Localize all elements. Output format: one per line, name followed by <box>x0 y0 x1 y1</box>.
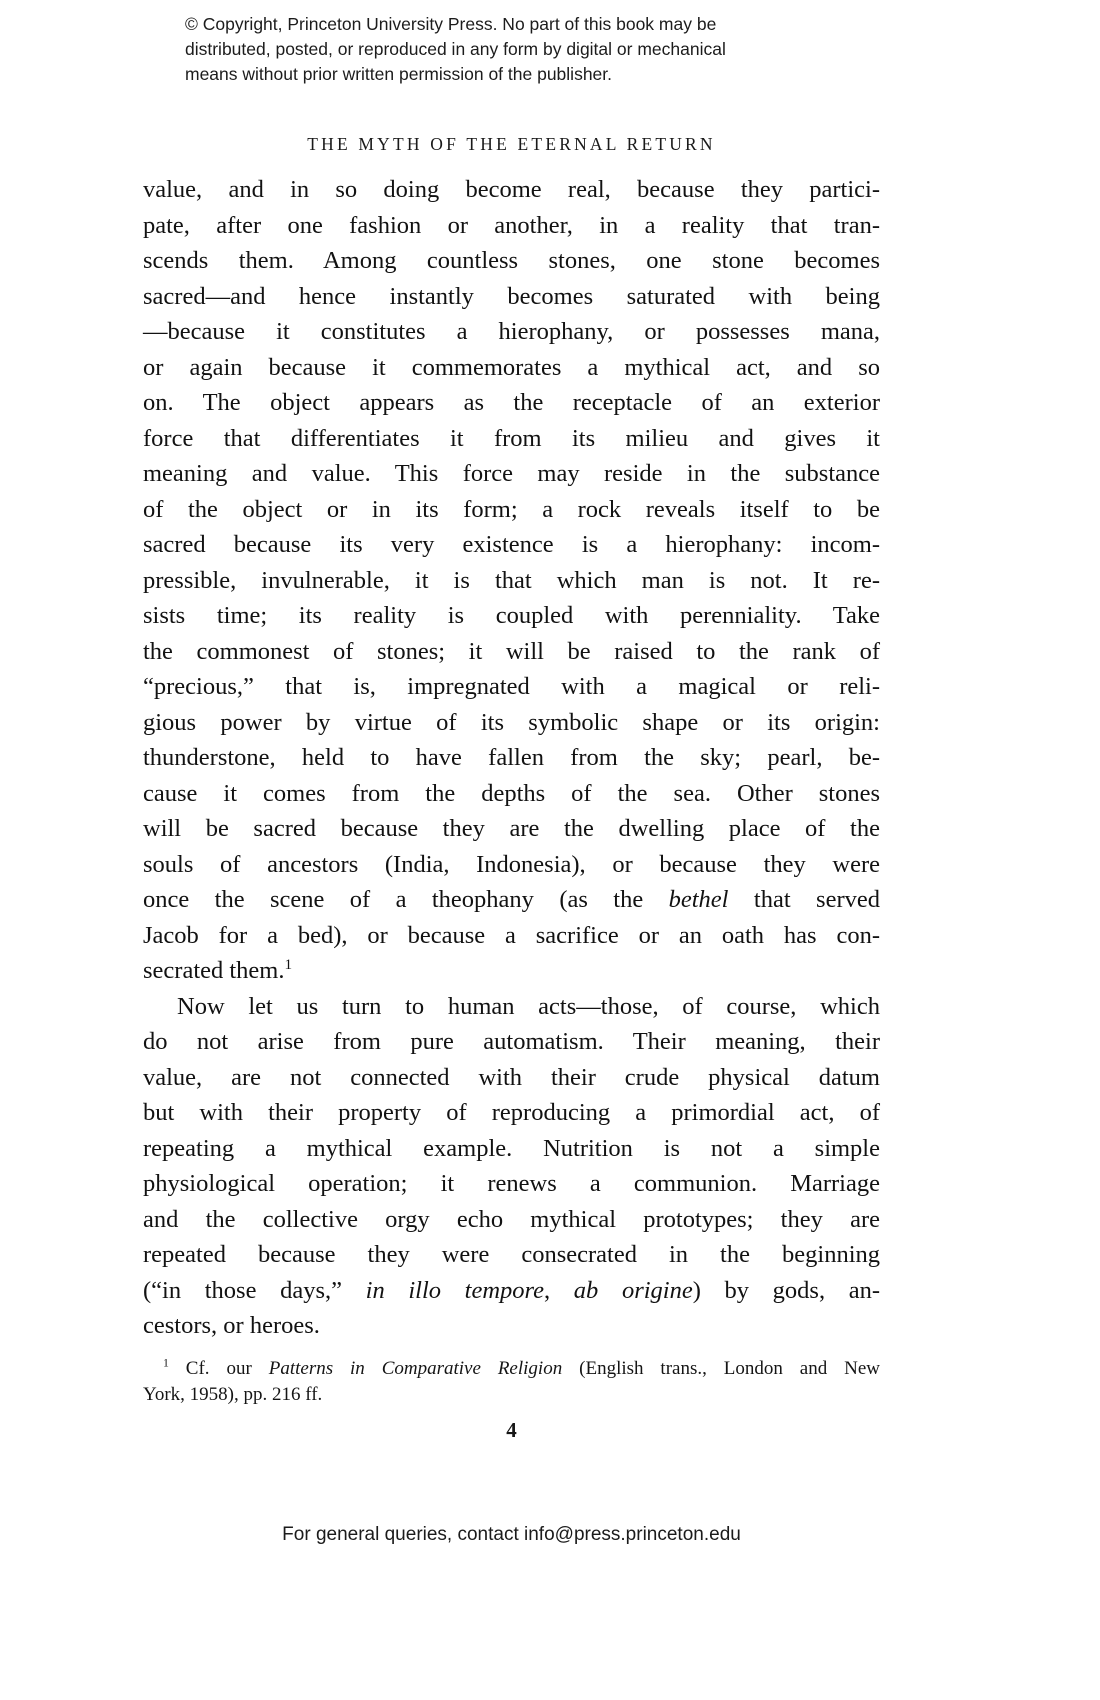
text-segment: thunderstone, held to have fallen from the sky; pearl, be- <box>143 744 880 771</box>
text-line <box>143 1166 880 1202</box>
text-line <box>143 953 880 989</box>
copyright-line: means without prior written permission of the publisher. <box>185 64 613 84</box>
text-line <box>143 669 880 705</box>
text-segment: the commonest of stones; it will be raised to the rank of <box>143 637 880 665</box>
text-segment: on. The object appears as the receptacle of an exterior <box>143 389 880 416</box>
text-line <box>143 1202 880 1238</box>
text-segment: (“in those days,” <box>143 1276 366 1304</box>
text-segment: or again because it commemorates a mythical act, and so <box>143 353 880 381</box>
text-line <box>143 634 880 670</box>
text-line <box>143 1024 880 1060</box>
text-line <box>143 598 880 634</box>
body-text <box>143 172 880 1344</box>
text-line <box>143 350 880 386</box>
text-segment: that served <box>728 886 880 913</box>
text-segment: sists time; its reality is coupled with perenniality. Take <box>143 602 880 629</box>
paragraph <box>143 172 880 989</box>
text-segment: once the scene of a theophany (as the <box>143 886 669 913</box>
text-line <box>143 1095 880 1131</box>
text-line <box>143 705 880 741</box>
text-line <box>143 847 880 883</box>
text-segment: Cf. our <box>168 1358 269 1379</box>
text-segment: pate, after one fashion or another, in a reality that tran- <box>143 211 880 239</box>
text-segment: sacred—and hence instantly becomes saturated with being <box>143 282 880 310</box>
text-segment: scends them. Among countless stones, one stone becomes <box>143 247 880 274</box>
text-line <box>143 172 880 208</box>
text-line <box>143 456 880 492</box>
text-segment: cause it comes from the depths of the sea. Other stones <box>143 779 880 807</box>
text-segment: (English trans., London and New <box>562 1358 881 1379</box>
text-segment: pressible, invulnerable, it is that which man is not. It re- <box>143 566 880 594</box>
text-line <box>143 563 880 599</box>
text-segment: of the object or in its form; a rock reveals itself to be <box>143 495 880 523</box>
footer-contact: For general queries, contact info@press.princeton.edu <box>282 1524 741 1545</box>
text-line <box>143 918 880 954</box>
text-segment: meaning and value. This force may reside in the substance <box>143 460 880 487</box>
copyright-notice <box>185 12 885 87</box>
paragraph <box>143 989 880 1344</box>
text-segment: force that differentiates it from its milieu and gives it <box>143 424 880 452</box>
text-line <box>143 811 880 847</box>
text-line <box>143 776 880 812</box>
text-segment: “precious,” that is, impregnated with a magical or reli- <box>143 673 880 700</box>
text-line <box>143 1356 880 1382</box>
text-segment: cestors, or heroes. <box>143 1312 320 1339</box>
italic-text: ab origine <box>573 1276 693 1304</box>
text-segment: will be sacred because they are the dwelling place of the <box>143 815 880 842</box>
footnote <box>143 1356 880 1408</box>
text-line <box>143 243 880 279</box>
text-segment: but with their property of reproducing a primordial act, of <box>143 1099 880 1126</box>
text-line <box>143 1060 880 1096</box>
footnote-marker: 1 <box>284 955 293 973</box>
page-number: 4 <box>506 1418 517 1442</box>
copyright-line: distributed, posted, or reproduced in any form by digital or mechanical <box>185 39 726 59</box>
text-line <box>143 1131 880 1167</box>
text-segment: ) by gods, an- <box>692 1276 880 1304</box>
text-line <box>143 1237 880 1273</box>
text-line <box>143 882 880 918</box>
text-segment: repeated because they were consecrated in the beginning <box>143 1241 880 1268</box>
text-line <box>143 1273 880 1309</box>
text-segment: physiological operation; it renews a communion. Marriage <box>143 1170 880 1197</box>
text-segment: secrated them. <box>143 957 285 984</box>
italic-text: Patterns in Comparative Religion <box>268 1358 563 1379</box>
copyright-line: © Copyright, Princeton University Press. No part of this book may be <box>185 14 717 34</box>
text-line <box>143 1308 880 1344</box>
footnote-marker: 1 <box>163 1356 169 1370</box>
text-line <box>143 385 880 421</box>
italic-text: bethel <box>668 886 729 913</box>
text-line <box>143 527 880 563</box>
running-header: THE MYTH OF THE ETERNAL RETURN <box>307 134 716 154</box>
text-segment: Now let us turn to human acts—those, of course, which <box>177 992 880 1020</box>
text-line <box>143 279 880 315</box>
text-segment: value, and in so doing become real, because they partici- <box>143 176 880 203</box>
text-segment: value, are not connected with their crude physical datum <box>143 1063 880 1091</box>
text-segment: , <box>544 1276 574 1304</box>
paragraph <box>143 1356 880 1408</box>
text-segment: sacred because its very existence is a hierophany: incom- <box>143 531 880 558</box>
text-line <box>143 989 880 1025</box>
text-segment: Jacob for a bed), or because a sacrifice or an oath has con- <box>143 921 880 949</box>
text-line <box>143 314 880 350</box>
text-segment: and the collective orgy echo mythical prototypes; they are <box>143 1205 880 1233</box>
text-line <box>143 740 880 776</box>
text-segment: York, 1958), pp. 216 ff. <box>143 1384 323 1405</box>
text-segment: repeating a mythical example. Nutrition is not a simple <box>143 1134 880 1162</box>
text-line <box>143 1382 880 1408</box>
text-line <box>143 492 880 528</box>
text-segment: do not arise from pure automatism. Their meaning, their <box>143 1028 880 1055</box>
text-segment: gious power by virtue of its symbolic shape or its origin: <box>143 708 880 736</box>
text-segment: —because it constitutes a hierophany, or possesses mana, <box>143 318 880 345</box>
text-line <box>143 421 880 457</box>
text-line <box>143 208 880 244</box>
italic-text: in illo tempore <box>365 1276 545 1304</box>
text-segment: souls of ancestors (India, Indonesia), or because they were <box>143 850 880 878</box>
